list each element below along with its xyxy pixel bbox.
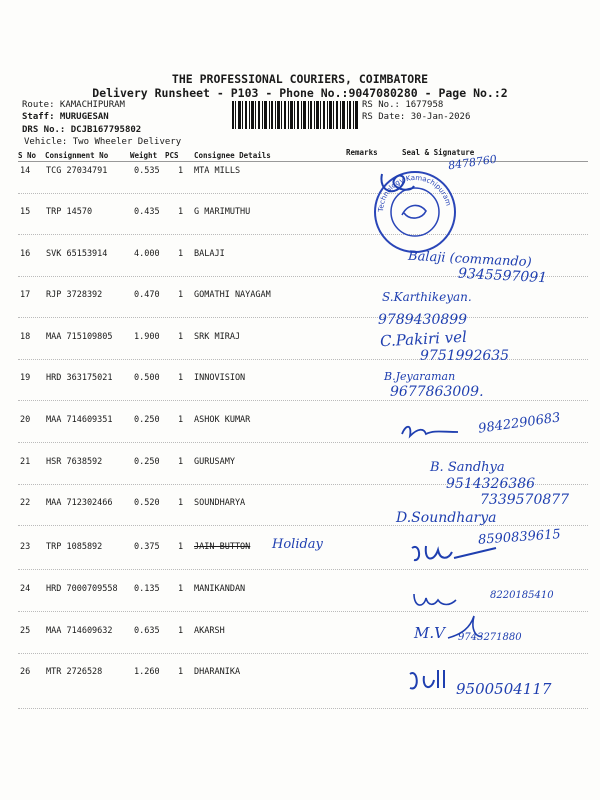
col-remarks: Remarks	[346, 148, 378, 157]
row-consignee: SRK MIRAJ	[194, 332, 241, 342]
row-consignee: ASHOK KUMAR	[194, 415, 251, 425]
row-pcs: 1	[178, 207, 184, 217]
hw-remark-23: Holiday	[272, 537, 323, 552]
hw-phone-20: 9842290683	[477, 410, 562, 437]
row-consignment: MTR 2726528	[46, 667, 103, 677]
runsheet-subtitle: Delivery Runsheet - P103 - Phone No.:9047080280 - Page No.:2	[92, 86, 508, 100]
row-weight: 0.250	[134, 415, 160, 425]
row-consignment: RJP 3728392	[46, 290, 103, 300]
row-weight: 0.250	[134, 457, 160, 467]
company-title: THE PROFESSIONAL COURIERS, COIMBATORE	[171, 72, 429, 86]
row-sno: 24	[20, 584, 31, 594]
hw-phone-17: 9789430899	[378, 312, 468, 328]
row-consignee: AKARSH	[194, 626, 225, 636]
row-pcs: 1	[178, 332, 184, 342]
hw-phone-18: 9751992635	[420, 348, 510, 364]
row-pcs: 1	[178, 373, 184, 383]
row-weight: 1.900	[134, 332, 160, 342]
row-sno: 17	[20, 290, 31, 300]
row-pcs: 1	[178, 667, 184, 677]
row-consignment: MAA 715109805	[46, 332, 113, 342]
vehicle-label: Vehicle: Two Wheeler Delivery	[24, 137, 182, 147]
row-sno: 22	[20, 498, 31, 508]
row-pcs: 1	[178, 626, 184, 636]
hw-phone-16: 9345597091	[457, 265, 548, 287]
row-consignee: MTA MILLS	[194, 166, 241, 176]
hw-name-21: B. Sandhya	[430, 460, 505, 475]
hw-name-22: D.Soundharya	[396, 510, 497, 526]
row-sno: 21	[20, 457, 31, 467]
row-sno: 14	[20, 166, 31, 176]
row-consignment: HRD 363175021	[46, 373, 113, 383]
row-consignee: G MARIMUTHU	[194, 207, 251, 217]
barcode-image	[232, 101, 358, 129]
hw-phone-25: 9743271880	[458, 632, 522, 643]
col-pcs: PCS	[165, 151, 179, 160]
hw-phone-21: 9514326386	[446, 476, 536, 492]
row-consignment: MAA 714609351	[46, 415, 113, 425]
row-sno: 20	[20, 415, 31, 425]
row-weight: 0.135	[134, 584, 160, 594]
row-pcs: 1	[178, 498, 184, 508]
hw-name-18: C.Pakiri vel	[379, 327, 468, 351]
route-label: Route: KAMACHIPURAM	[22, 100, 125, 110]
row-consignment: TRP 14570	[46, 207, 93, 217]
row-weight: 0.470	[134, 290, 160, 300]
hw-name-19: B.Jeyaraman	[384, 370, 456, 383]
signature-20	[398, 420, 478, 442]
row-consignee: GURUSAMY	[194, 457, 235, 467]
row-weight: 1.260	[134, 667, 160, 677]
hw-phone-19: 9677863009.	[390, 384, 484, 400]
row-sno: 23	[20, 542, 31, 552]
row-weight: 0.520	[134, 498, 160, 508]
header-divider	[18, 161, 588, 162]
row-weight: 0.500	[134, 373, 160, 383]
col-consignee: Consignee Details	[194, 151, 271, 160]
col-seal: Seal & Signature	[402, 148, 475, 157]
row-pcs: 1	[178, 249, 184, 259]
row-consignee: BALAJI	[194, 249, 225, 259]
row-consignee: INNOVISION	[194, 373, 246, 383]
row-consignee: DHARANIKA	[194, 667, 241, 677]
row-sno: 16	[20, 249, 31, 259]
hw-note-16: Balaji (commando)	[407, 248, 533, 271]
hw-phone-22: 7339570877	[480, 492, 570, 508]
col-weight: Weight	[130, 151, 158, 160]
hw-phone-24: 8220185410	[490, 590, 554, 601]
row-sno: 25	[20, 626, 31, 636]
signature-24	[410, 590, 460, 612]
row-consignee: SOUNDHARYA	[194, 498, 246, 508]
row-consignment: TRP 1085892	[46, 542, 103, 552]
signature-scribble	[376, 168, 416, 202]
row-weight: 0.635	[134, 626, 160, 636]
staff-label: Staff: MURUGESAN	[22, 112, 109, 122]
col-consignment: Consignment No	[45, 151, 109, 160]
row-consignment: MAA 714609632	[46, 626, 113, 636]
rs-date: RS Date: 30-Jan-2026	[362, 112, 471, 122]
row-consignee: MANIKANDAN	[194, 584, 246, 594]
row-consignee: GOMATHI NAYAGAM	[194, 290, 271, 300]
row-sno: 19	[20, 373, 31, 383]
row-pcs: 1	[178, 584, 184, 594]
stamp-text: Technology Kamachipuram	[376, 173, 453, 213]
row-sno: 26	[20, 667, 31, 677]
row-consignment: HRD 7000709558	[46, 584, 118, 594]
hw-phone-14: 8478760	[447, 152, 498, 173]
row-pcs: 1	[178, 166, 184, 176]
row-weight: 0.375	[134, 542, 160, 552]
hw-phone-26: 9500504117	[456, 680, 552, 698]
drs-label: DRS No.: DCJB167795802	[22, 125, 142, 135]
row-sno: 18	[20, 332, 31, 342]
col-sno: S No	[18, 151, 37, 160]
row-weight: 0.535	[134, 166, 160, 176]
row-pcs: 1	[178, 542, 184, 552]
row-sno: 15	[20, 207, 31, 217]
row-weight: 0.435	[134, 207, 160, 217]
row-pcs: 1	[178, 457, 184, 467]
row-consignment: HSR 7638592	[46, 457, 103, 467]
hw-name-25: M.V	[414, 624, 445, 642]
signature-26	[404, 666, 454, 696]
rs-number: RS No.: 1677958	[362, 100, 444, 110]
hw-name-17: S.Karthikeyan.	[382, 290, 472, 304]
row-consignment: TCG 27034791	[46, 166, 108, 176]
row-consignment: SVK 65153914	[46, 249, 108, 259]
row-pcs: 1	[178, 415, 184, 425]
row-pcs: 1	[178, 290, 184, 300]
row-weight: 4.000	[134, 249, 160, 259]
row-consignment: MAA 712302466	[46, 498, 113, 508]
hw-phone-23: 8590839615	[477, 527, 562, 548]
row-consignee: JAIN BUTTON	[194, 542, 251, 552]
